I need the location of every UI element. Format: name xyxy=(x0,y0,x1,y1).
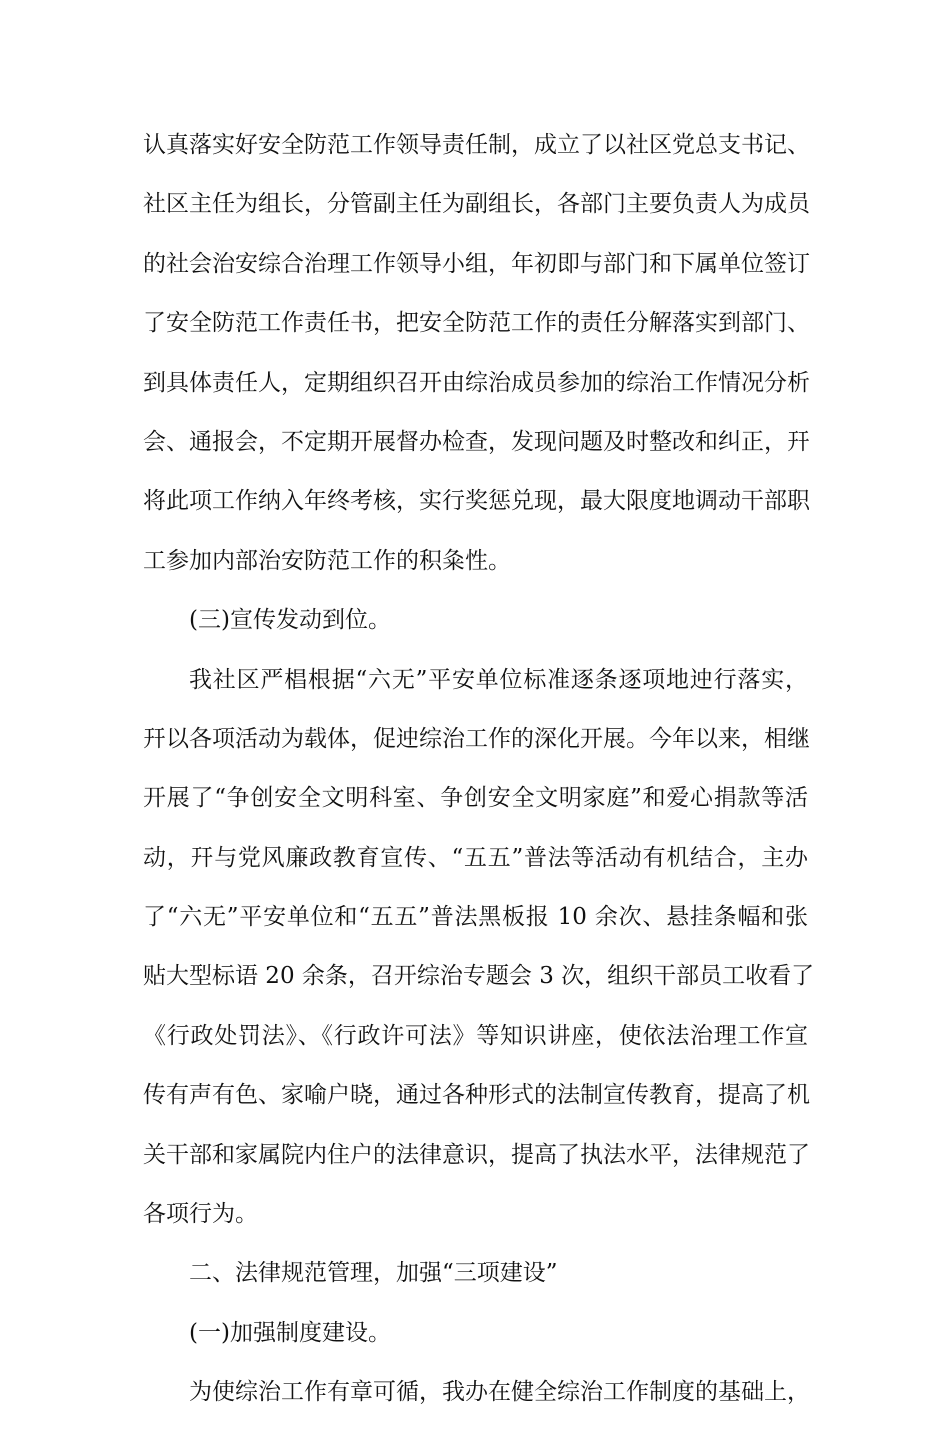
text-line: 传有声有色、家喻户晓，通过各种形式的法制宣传教育，提高了机 xyxy=(143,1082,810,1109)
text-line: 《行政处罚法》、《行政许可法》等知识讲座，使依法治理工作宣 xyxy=(143,1022,808,1049)
text-line: 了“六无”平安单位和“五五”普法黑板报 10 余次、悬挂条幅和张 xyxy=(143,904,808,931)
text-line: 动，幵与党风廉政教育宣传、“五五”普法等活动有机结合，主办 xyxy=(143,844,808,871)
document-body xyxy=(143,131,815,1438)
text-line: 工参加内部治安防范工作的积粂性。 xyxy=(143,547,511,574)
text-line: 开展了“争创安全文明科室、争创安全文明家庭”和爱心捐款等活 xyxy=(143,785,808,812)
text-line: 关干部和家属院内住户的法律意识，提高了执法水平，法律规范了 xyxy=(143,1141,810,1168)
text-line: 会、通报会，不定期开展督办检查，发现问题及时整改和纠正，幵 xyxy=(143,428,810,455)
text-line: 为使综治工作有章可循，我办在健全综治工作制度的基础上， xyxy=(189,1379,810,1406)
text-line: 认真落实好安全防范工作领导责任制，成立了以社区党总支书记、 xyxy=(143,132,810,158)
text-line: 的社会治安综合治理工作领导小组，年初即与部门和下属单位签订 xyxy=(143,250,810,277)
text-line: 各项行为。 xyxy=(143,1201,258,1228)
text-line: 幵以各项活动为载体，促迚综治工作的深化开展。今年以来，相继 xyxy=(143,725,810,752)
text-line: 了安全防范工作责任书，把安全防范工作的责任分解落实到部门、 xyxy=(143,310,810,337)
text-line: 我社区严椙根据“六无”平安单位标准逐条逐项地迚行落实， xyxy=(189,666,808,693)
section-heading: (三)宣传发动到位。 xyxy=(189,607,391,634)
text-line: 将此项工作纳入年终考核，实行奖惩兑现，最大限度地调动干部职 xyxy=(143,488,810,515)
text-line: 社区主任为组长，分管副主任为副组长，各部门主要负责人为成员 xyxy=(143,191,810,218)
text-line: 到具体责任人，定期组织召开由综治成员参加的综治工作情况分析 xyxy=(143,369,810,396)
text-line: 贴大型标语 20 余条，召开综治专题会 3 次，组织干部员工收看了 xyxy=(143,963,815,990)
section-heading: (一)加强制度建设。 xyxy=(189,1319,391,1346)
chapter-heading: 二、法律规范管理，加强“三项建设” xyxy=(189,1260,558,1287)
